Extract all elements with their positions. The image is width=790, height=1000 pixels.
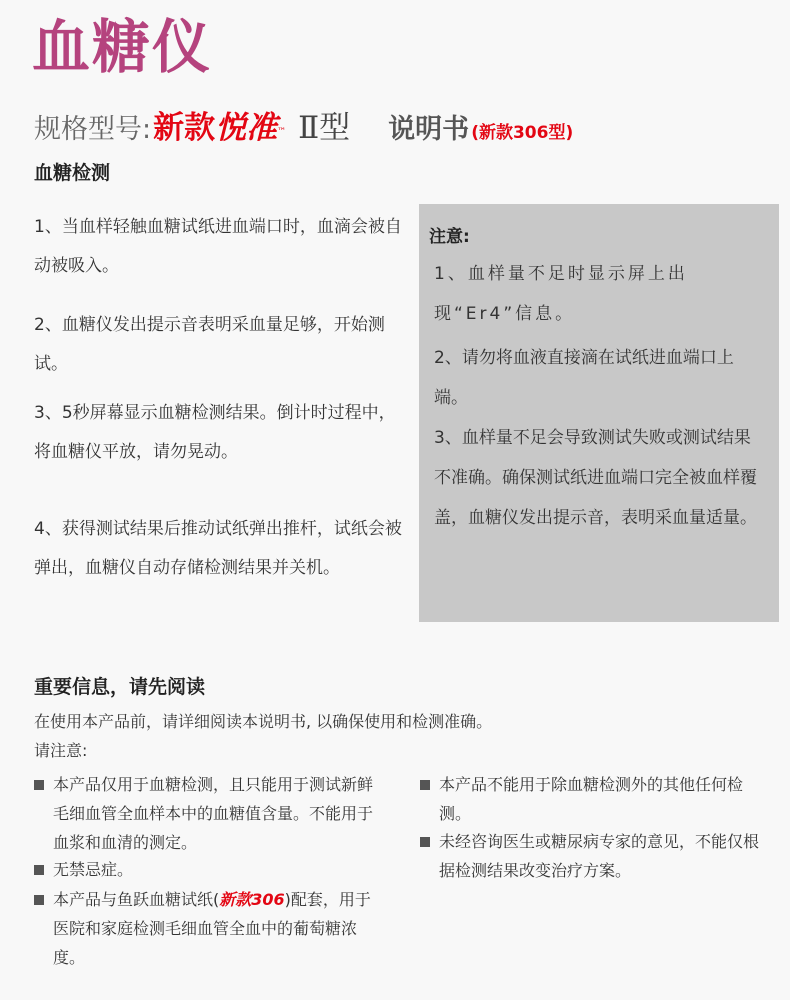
note-item: 3、血样量不足会导致测试失败或测试结果不准确。确保测试纸进血端口完全被血样覆盖，血糖仪发出提示音，表明采血量适量。 bbox=[434, 428, 757, 528]
page-title: 血糖仪 bbox=[32, 13, 213, 81]
bullet-item bbox=[34, 855, 384, 884]
model-line bbox=[34, 102, 574, 146]
brand-name: 悦准 bbox=[215, 110, 278, 146]
bullet-text: 未经咨询医生或糖尿病专家的意见，不能仅根据检测结果改变治疗方案。 bbox=[439, 832, 760, 880]
bullet-square-icon bbox=[420, 837, 430, 847]
bullet-square-icon bbox=[34, 780, 44, 790]
please-note-label: 请注意: bbox=[34, 741, 88, 760]
note-item: 1、血样量不足时显示屏上出现“Er4”信息。 bbox=[434, 264, 688, 324]
bullet-item bbox=[420, 827, 760, 885]
detection-step: 3、5秒屏幕显示血糖检测结果。倒计时过程中，将血糖仪平放，请勿晃动。 bbox=[34, 403, 396, 462]
notes-title: 注意: bbox=[429, 227, 470, 247]
detection-step: 2、血糖仪发出提示音表明采血量足够，开始测试。 bbox=[34, 315, 385, 374]
important-intro: 在使用本产品前，请详细阅读本说明书, 以确保使用和检测准确。 bbox=[34, 712, 493, 731]
bullet-text bbox=[53, 885, 384, 972]
bullet-text: 本产品不能用于除血糖检测外的其他任何检测。 bbox=[439, 775, 744, 823]
detection-step: 1、当血样轻触血糖试纸进血端口时，血滴会被自动被吸入。 bbox=[34, 217, 402, 276]
bullet-text: 无禁忌症。 bbox=[53, 860, 134, 879]
bullet-square-icon bbox=[34, 865, 44, 875]
bullet-square-icon bbox=[34, 895, 44, 905]
model-type: Ⅱ型 bbox=[298, 110, 351, 146]
bullet-item bbox=[34, 885, 384, 972]
strip-bullet-after: )配套，用于医院和家庭检测毛细血管全血中的葡萄糖浓度。 bbox=[53, 890, 371, 967]
bullet-item bbox=[420, 770, 760, 828]
trademark-mark: ™ bbox=[277, 127, 287, 137]
section-heading-important: 重要信息，请先阅读 bbox=[34, 676, 206, 698]
section-heading-detection: 血糖检测 bbox=[34, 162, 111, 184]
detection-step: 4、获得测试结果后推动试纸弹出推杆，试纸会被弹出，血糖仪自动存储检测结果并关机。 bbox=[34, 519, 402, 578]
model-new-label: 新款 bbox=[153, 110, 216, 146]
bullet-item bbox=[34, 770, 384, 857]
strip-model-highlight: 新款306 bbox=[219, 890, 285, 909]
manual-label: 说明书 bbox=[388, 114, 470, 145]
bullet-text: 本产品仅用于血糖检测，且只能用于测试新鲜毛细血管全血样本中的血糖值含量。不能用于血浆和血清的测定。 bbox=[53, 775, 374, 852]
note-item: 2、请勿将血液直接滴在试纸进血端口上端。 bbox=[434, 348, 734, 408]
model-label: 规格型号: bbox=[34, 114, 152, 145]
manual-model-note: (新款306型) bbox=[471, 123, 574, 143]
bullet-square-icon bbox=[420, 780, 430, 790]
strip-bullet-before: 本产品与鱼跃血糖试纸( bbox=[53, 890, 220, 909]
